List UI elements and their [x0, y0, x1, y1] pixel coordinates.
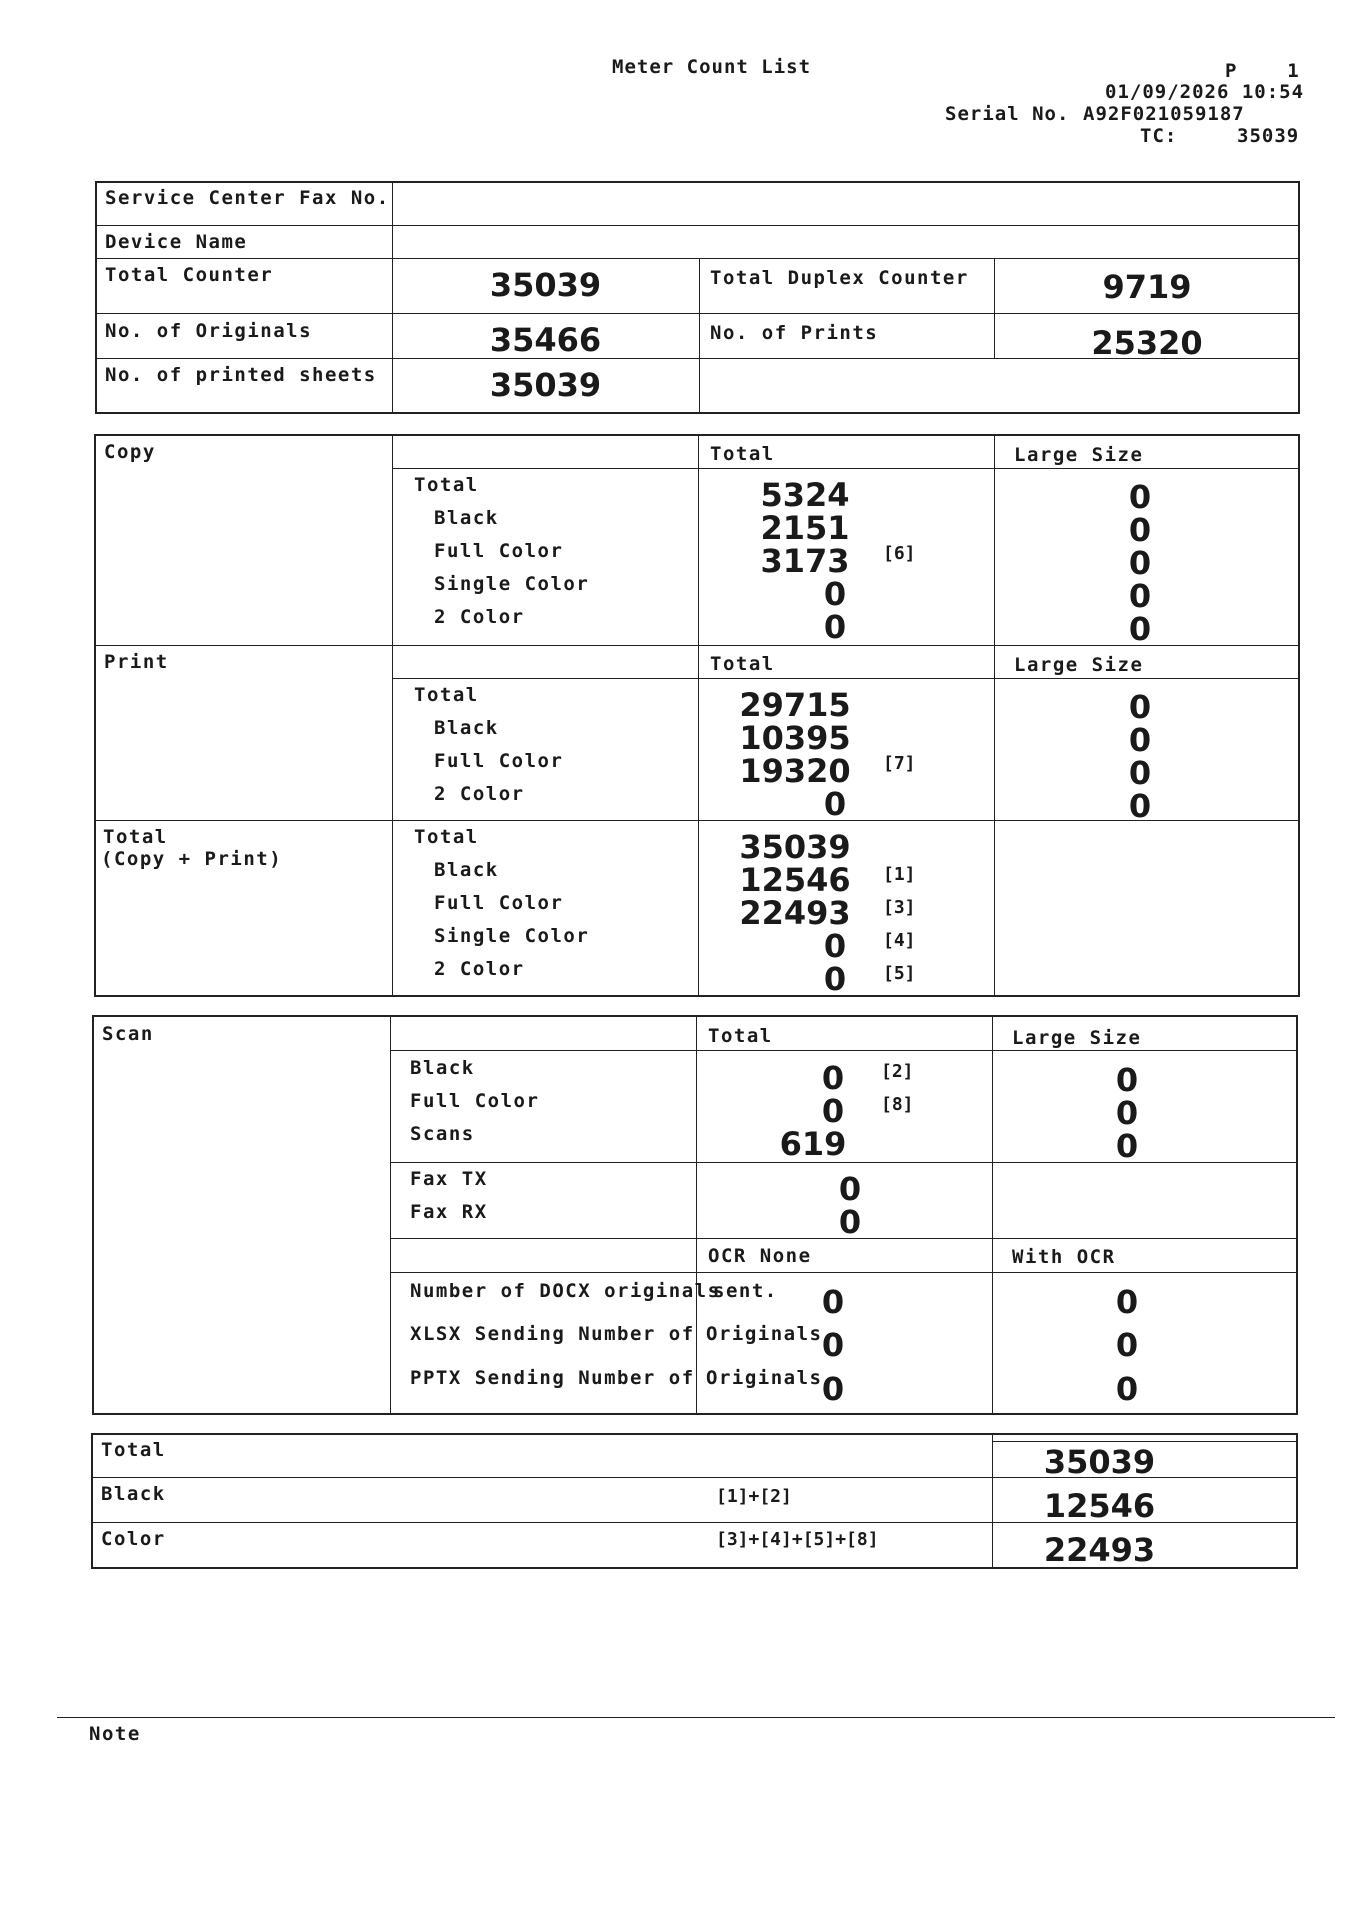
total-cp-row-black: Black: [434, 859, 499, 881]
print-section-label: Print: [104, 651, 169, 673]
summary-black-label: Black: [101, 1483, 166, 1505]
print-full-color-ref: [7]: [883, 753, 916, 774]
fax-tx-value: 0: [838, 1170, 862, 1208]
copy-full-color-value: 3173: [760, 542, 850, 580]
total-duplex-label: Total Duplex Counter: [710, 267, 969, 289]
printed-sheets-label: No. of printed sheets: [105, 364, 377, 386]
total-cp-row-single-color: Single Color: [434, 925, 590, 947]
copy-black-value: 2151: [760, 509, 850, 547]
report-datetime: 01/09/2026 10:54: [1105, 81, 1305, 103]
scan-full-color-ref: [8]: [881, 1094, 914, 1115]
scan-row-black: Black: [410, 1057, 475, 1079]
total-cp-black-ref: [1]: [883, 864, 916, 885]
page-title: Meter Count List: [612, 56, 812, 78]
page-number: P 1: [1225, 60, 1300, 82]
copy-large-total: 0: [1128, 478, 1152, 516]
serial-label: Serial No.: [945, 103, 1070, 125]
copy-row-2-color: 2 Color: [434, 606, 525, 628]
copy-total-header: Total: [710, 443, 775, 465]
service-center-fax-label: Service Center Fax No.: [105, 187, 390, 209]
total-cp-single-color-ref: [4]: [883, 930, 916, 951]
scan-black-ref: [2]: [881, 1061, 914, 1082]
print-large-full-color: 0: [1128, 754, 1152, 792]
scan-section-label: Scan: [102, 1023, 154, 1045]
print-total-value: 29715: [739, 686, 851, 724]
total-cp-label-line2: (Copy + Print): [101, 848, 283, 870]
copy-row-full-color: Full Color: [434, 540, 564, 562]
print-row-black: Black: [434, 717, 499, 739]
scan-large-full-color: 0: [1115, 1094, 1139, 1132]
copy-total-value: 5324: [760, 476, 850, 514]
copy-large-full-color: 0: [1128, 544, 1152, 582]
total-cp-full-color-value: 22493: [739, 894, 851, 932]
total-cp-full-color-ref: [3]: [883, 897, 916, 918]
summary-total-value: 35039: [1043, 1443, 1156, 1481]
xlsx-row-label: XLSX Sending Number of: [410, 1323, 695, 1345]
scan-large-black: 0: [1115, 1061, 1139, 1099]
total-duplex-value: 9719: [1102, 268, 1192, 306]
print-black-value: 10395: [739, 719, 851, 757]
scan-scans-value: 619: [779, 1125, 847, 1163]
summary-color-value: 22493: [1043, 1531, 1156, 1569]
ocr-none-header: OCR None: [708, 1245, 812, 1267]
print-total-header: Total: [710, 653, 775, 675]
copy-row-single-color: Single Color: [434, 573, 590, 595]
copy-full-color-ref: [6]: [883, 543, 916, 564]
summary-total-label: Total: [101, 1439, 166, 1461]
total-cp-label-line1: Total: [103, 826, 168, 848]
summary-color-formula: [3]+[4]+[5]+[8]: [716, 1529, 879, 1550]
print-large-black: 0: [1128, 721, 1152, 759]
pptx-row-label: PPTX Sending Number of: [410, 1367, 695, 1389]
print-row-2-color: 2 Color: [434, 783, 525, 805]
with-ocr-header: With OCR: [1012, 1246, 1116, 1268]
tc-value: 35039: [1237, 125, 1300, 147]
copy-large-black: 0: [1128, 511, 1152, 549]
copy-single-color-value: 0: [823, 575, 847, 613]
xlsx-ocr-none-value: 0: [821, 1326, 845, 1364]
scan-row-scans: Scans: [410, 1123, 475, 1145]
scan-row-full-color: Full Color: [410, 1090, 540, 1112]
total-cp-row-2-color: 2 Color: [434, 958, 525, 980]
total-cp-row-total: Total: [414, 826, 479, 848]
prints-label: No. of Prints: [710, 322, 879, 344]
copy-section-label: Copy: [104, 441, 156, 463]
copy-row-total: Total: [414, 474, 479, 496]
print-2-color-value: 0: [823, 785, 847, 823]
fax-rx-value: 0: [838, 1203, 862, 1241]
docx-row-suffix: sent.: [713, 1280, 778, 1302]
copy-large-single-color: 0: [1128, 577, 1152, 615]
pptx-with-ocr-value: 0: [1115, 1370, 1139, 1408]
pptx-row-suffix: Originals: [706, 1367, 823, 1389]
scan-full-color-value: 0: [821, 1092, 845, 1130]
prints-value: 25320: [1091, 324, 1203, 362]
serial-value: A92F021059187: [1083, 103, 1245, 125]
summary-black-value: 12546: [1043, 1487, 1156, 1525]
total-cp-2-color-ref: [5]: [883, 963, 916, 984]
print-large-header: Large Size: [1014, 654, 1144, 676]
print-row-full-color: Full Color: [434, 750, 564, 772]
docx-with-ocr-value: 0: [1115, 1283, 1139, 1321]
copy-large-header: Large Size: [1014, 444, 1144, 466]
scan-large-scans: 0: [1115, 1127, 1139, 1165]
copy-large-2-color: 0: [1128, 610, 1152, 648]
scan-black-value: 0: [821, 1059, 845, 1097]
scan-total-header: Total: [708, 1025, 773, 1047]
print-row-total: Total: [414, 684, 479, 706]
tc-label: TC:: [1140, 125, 1178, 147]
originals-value: 35466: [489, 321, 602, 359]
total-counter-value: 35039: [489, 266, 602, 304]
originals-label: No. of Originals: [105, 320, 313, 342]
xlsx-with-ocr-value: 0: [1115, 1326, 1139, 1364]
pptx-ocr-none-value: 0: [821, 1370, 845, 1408]
summary-color-label: Color: [101, 1528, 166, 1550]
fax-rx-label: Fax RX: [410, 1201, 488, 1223]
xlsx-row-suffix: Originals: [706, 1323, 823, 1345]
scan-large-header: Large Size: [1012, 1027, 1142, 1049]
docx-ocr-none-value: 0: [821, 1283, 845, 1321]
note-divider: [57, 1717, 1335, 1718]
total-cp-2-color-value: 0: [823, 960, 847, 998]
note-label: Note: [89, 1723, 141, 1745]
total-cp-single-color-value: 0: [823, 927, 847, 965]
print-large-total: 0: [1128, 688, 1152, 726]
copy-row-black: Black: [434, 507, 499, 529]
docx-row-label: Number of DOCX originals: [410, 1280, 721, 1302]
total-cp-total-value: 35039: [739, 828, 851, 866]
printed-sheets-value: 35039: [489, 366, 602, 404]
print-large-2-color: 0: [1128, 787, 1152, 825]
copy-2-color-value: 0: [823, 608, 847, 646]
device-name-label: Device Name: [105, 231, 248, 253]
fax-tx-label: Fax TX: [410, 1168, 488, 1190]
print-full-color-value: 19320: [739, 752, 851, 790]
total-cp-black-value: 12546: [739, 861, 851, 899]
total-cp-row-full-color: Full Color: [434, 892, 564, 914]
total-counter-label: Total Counter: [105, 264, 274, 286]
summary-black-formula: [1]+[2]: [716, 1486, 792, 1507]
